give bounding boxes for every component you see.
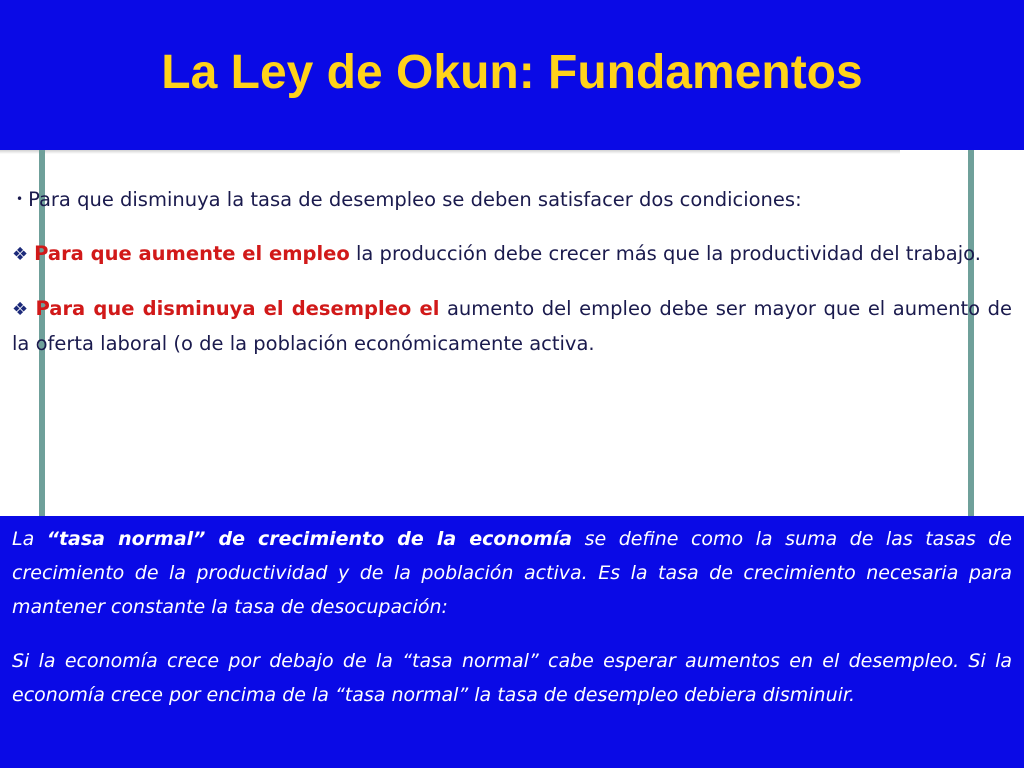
info-box-text	[12, 522, 1012, 712]
intro-line	[12, 182, 1012, 217]
condition-2	[12, 292, 1012, 361]
diamond-bullet-icon: ❖	[12, 244, 29, 265]
condition-1-highlight: Para que aumente el empleo	[34, 242, 350, 265]
info-p1-strong: “tasa normal” de crecimiento de la economía	[46, 528, 573, 550]
slide-title: La Ley de Okun: Fundamentos	[161, 46, 863, 99]
condition-1	[12, 237, 1012, 272]
diamond-bullet-icon: ❖	[12, 299, 30, 320]
condition-2-highlight: Para que disminuya el desempleo el	[35, 297, 440, 320]
condition-2-text: aumento del empleo debe ser mayor que el aumento de la oferta laboral (o de la población económicamente activa.	[12, 297, 1012, 355]
info-p1-lead: La	[12, 528, 47, 550]
info-paragraph-2: Si la economía crece por debajo de la “tasa normal” cabe esperar aumentos en el desempleo. Si la economía crece por encima de la “tasa normal” la tasa de desempleo debiera disminuir.	[12, 650, 1012, 706]
info-paragraph-1	[12, 522, 1012, 624]
content-area	[12, 182, 1012, 361]
intro-text: Para que disminuya la tasa de desempleo se deben satisfacer dos condiciones:	[28, 188, 802, 211]
title-shadow	[0, 150, 900, 154]
info-p1-rest: se define como la suma de las tasas de crecimiento de la productividad y de la población activa. Es la tasa de crecimiento necesaria para mantener constante la tasa de desocupación:	[12, 528, 1012, 618]
condition-1-text: la producción debe crecer más que la productividad del trabajo.	[349, 242, 981, 265]
bullet-icon: •	[16, 192, 24, 206]
